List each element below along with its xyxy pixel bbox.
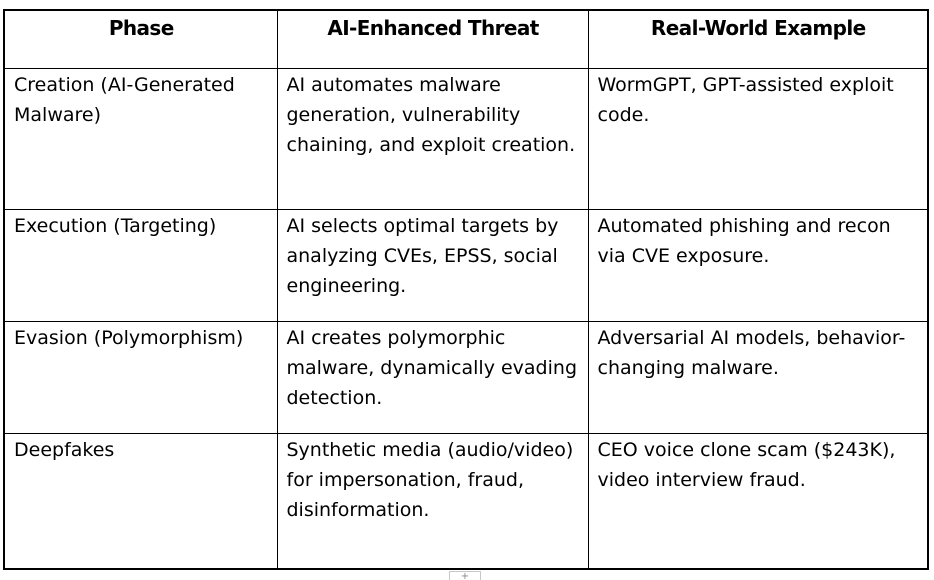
cell-example[interactable]: Automated phishing and recon via CVE exposure. — [588, 210, 927, 322]
plus-icon: + — [460, 571, 470, 580]
column-header-phase[interactable]: Phase — [5, 11, 277, 69]
cell-threat[interactable]: AI selects optimal targets by analyzing CVEs, EPSS, social engineering. — [277, 210, 588, 322]
cell-example[interactable]: CEO voice clone scam ($243K), video interview fraud. — [588, 434, 927, 569]
table-header-row — [5, 11, 927, 69]
table-row — [5, 434, 927, 569]
cell-phase[interactable]: Creation (AI-Generated Malware) — [5, 69, 277, 210]
column-header-threat[interactable]: AI-Enhanced Threat — [277, 11, 588, 69]
threat-table-container — [3, 9, 929, 570]
cell-threat[interactable]: Synthetic media (audio/video) for impersonation, fraud, disinformation. — [277, 434, 588, 569]
table-row — [5, 322, 927, 434]
cell-example[interactable]: WormGPT, GPT-assisted exploit code. — [588, 69, 927, 210]
column-header-example[interactable]: Real-World Example — [588, 11, 927, 69]
cell-example[interactable]: Adversarial AI models, behavior-changing malware. — [588, 322, 927, 434]
cell-phase[interactable]: Evasion (Polymorphism) — [5, 322, 277, 434]
cell-phase[interactable]: Execution (Targeting) — [5, 210, 277, 322]
cell-threat[interactable]: AI automates malware generation, vulnerability chaining, and exploit creation. — [277, 69, 588, 210]
cell-threat[interactable]: AI creates polymorphic malware, dynamically evading detection. — [277, 322, 588, 434]
add-row-button[interactable] — [449, 571, 481, 580]
table-row — [5, 210, 927, 322]
cell-phase[interactable]: Deepfakes — [5, 434, 277, 569]
threat-table — [5, 11, 927, 568]
table-row — [5, 69, 927, 210]
